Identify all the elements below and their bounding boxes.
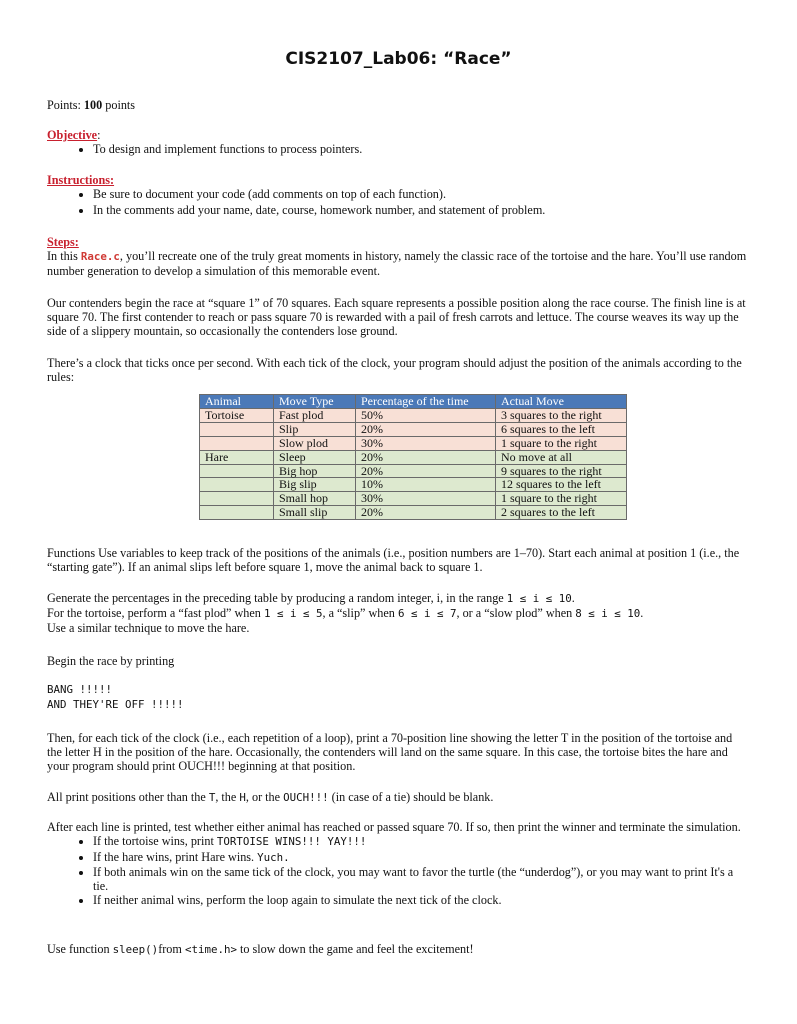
percentage-cell: 20% — [356, 422, 496, 436]
steps-paragraph-2: Our contenders begin the race at “square 1” of 70 squares. Each square represents a possible position along the race course. The finish line is at square 70. The first contender to reach or pass square 70 is rewarded with a pail of fresh carrots and lettuce. The course weaves its way up the side of a slippery mountain, so occasionally the contenders lose ground. — [47, 296, 746, 338]
move-type-cell: Sleep — [274, 450, 356, 464]
points-unit: points — [105, 98, 136, 112]
code-line: BANG !!!!! — [47, 683, 113, 696]
percentage-cell: 20% — [356, 450, 496, 464]
code-block — [47, 683, 747, 712]
objective-heading: Objective — [47, 128, 98, 142]
paragraph-positions: Functions Use variables to keep track of the positions of the animals (i.e., position numbers are 1–70). Start each animal at position 1 (i.e., the “starting gate”). If an animal slips left before square 1, move the animal back to square 1. — [47, 546, 740, 574]
column-header: Move Type — [274, 395, 356, 409]
actual-move-cell: 12 squares to the left — [496, 478, 627, 492]
move-type-cell: Slow plod — [274, 436, 356, 450]
list-item: • Be sure to document your code (add comments on top of each function). — [93, 187, 747, 203]
steps-heading: Steps: — [47, 235, 79, 249]
race-filename: Race.c — [80, 250, 120, 263]
actual-move-cell: 3 squares to the right — [496, 408, 627, 422]
column-header: Animal — [200, 395, 274, 409]
actual-move-cell: 6 squares to the left — [496, 422, 627, 436]
animal-cell — [200, 492, 274, 506]
table-row — [200, 478, 627, 492]
table-row — [200, 436, 627, 450]
list-item: • If the tortoise wins, print TORTOISE WINS!!! YAY!!! — [93, 834, 747, 850]
table-row — [200, 492, 627, 506]
percentage-cell: 10% — [356, 478, 496, 492]
instructions-heading: Instructions: — [47, 173, 115, 187]
steps-paragraph-3: There’s a clock that ticks once per second. With each tick of the clock, your program should adjust the position of the animals according to the rules: — [47, 356, 742, 384]
move-type-cell: Big slip — [274, 478, 356, 492]
move-type-cell: Big hop — [274, 464, 356, 478]
list-item: • To design and implement functions to process pointers. — [93, 142, 747, 158]
objective-section: Objective: • To design and implement functions to process pointers. — [47, 128, 747, 158]
move-rules-table — [199, 394, 627, 520]
code-line: AND THEY'RE OFF !!!!! — [47, 697, 184, 711]
actual-move-cell: 2 squares to the left — [496, 506, 627, 520]
column-header: Actual Move — [496, 395, 627, 409]
list-item: • If neither animal wins, perform the loop again to simulate the next tick of the clock. — [93, 893, 747, 909]
instructions-list — [47, 187, 747, 218]
points-value: 100 — [83, 98, 103, 112]
actual-move-cell: 9 squares to the right — [496, 464, 627, 478]
table-row — [200, 464, 627, 478]
table-header-row — [200, 395, 627, 409]
percentage-cell: 20% — [356, 464, 496, 478]
paragraph-winner: After each line is printed, test whether either animal has reached or passed square 70. If so, then print the winner and terminate the simulation. • If the tortoise wins, print TORTOISE WINS!!! YAY!!! • If the hare wins, print Hare wins. Yuch. • If both animals win on the same tick of the clock, you may want to favor the turtle (the “underdog”), or you may want to print It's a tie. • If neither animal wins, perform the loop again to simulate the next tick of the clock. — [47, 820, 747, 909]
table-row — [200, 422, 627, 436]
list-item: • In the comments add your name, date, course, homework number, and statement of problem. — [93, 203, 747, 219]
move-type-cell: Small hop — [274, 492, 356, 506]
animal-cell: Hare — [200, 450, 274, 464]
column-header: Percentage of the time — [356, 395, 496, 409]
paragraph-tick: Then, for each tick of the clock (i.e., each repetition of a loop), print a 70-position line showing the letter T in the position of the tortoise and the letter H in the position of the hare. Occasionally, the contenders will land on the same square. In this case, the tortoise bites the hare and your program should print OUCH!!! beginning at that position. — [47, 731, 733, 773]
list-item: • If both animals win on the same tick of the clock, you may want to favor the turtle (the “underdog”), or you may want to print It's a tie. — [93, 865, 747, 893]
actual-move-cell: No move at all — [496, 450, 627, 464]
paragraph-begin: Begin the race by printing — [47, 654, 175, 668]
animal-cell — [200, 422, 274, 436]
steps-paragraph-1: In this Race.c, you’ll recreate one of the truly great moments in history, namely the classic race of the tortoise and the hare. You’ll use random number generation to develop a simulation of this memorable event. — [47, 249, 747, 278]
animal-cell — [200, 436, 274, 450]
instructions-section — [47, 173, 747, 218]
animal-cell — [200, 478, 274, 492]
paragraph-sleep: Use function sleep()from <time.h> to slow down the game and feel the excitement! — [47, 942, 474, 956]
animal-cell — [200, 464, 274, 478]
list-item: • If the hare wins, print Hare wins. Yuch. — [93, 850, 747, 866]
paragraph-blank: All print positions other than the T, the H, or the OUCH!!! (in case of a tie) should be blank. — [47, 790, 494, 804]
move-type-cell: Slip — [274, 422, 356, 436]
actual-move-cell: 1 square to the right — [496, 492, 627, 506]
percentage-cell: 30% — [356, 436, 496, 450]
page-title: CIS2107_Lab06: “Race” — [285, 49, 512, 69]
animal-cell — [200, 506, 274, 520]
points-label: Points: — [47, 98, 81, 112]
table-row — [200, 450, 627, 464]
percentage-cell: 20% — [356, 506, 496, 520]
points-line — [47, 98, 747, 112]
percentage-cell: 50% — [356, 408, 496, 422]
move-type-cell: Fast plod — [274, 408, 356, 422]
paragraph-percentages: Generate the percentages in the preceding table by producing a random integer, i, in the range 1 ≤ i ≤ 10. For the tortoise, perform a “fast plod” when 1 ≤ i ≤ 5, a “slip” when 6 ≤ i ≤ 7, or a “slow plod” when 8 ≤ i ≤ 10. Use a similar technique to move the hare. — [47, 591, 644, 635]
winner-list — [47, 834, 747, 909]
objective-list — [47, 142, 747, 158]
animal-cell: Tortoise — [200, 408, 274, 422]
percentage-cell: 30% — [356, 492, 496, 506]
steps-section — [47, 235, 747, 278]
table-row — [200, 408, 627, 422]
move-type-cell: Small slip — [274, 506, 356, 520]
table-row — [200, 506, 627, 520]
actual-move-cell: 1 square to the right — [496, 436, 627, 450]
